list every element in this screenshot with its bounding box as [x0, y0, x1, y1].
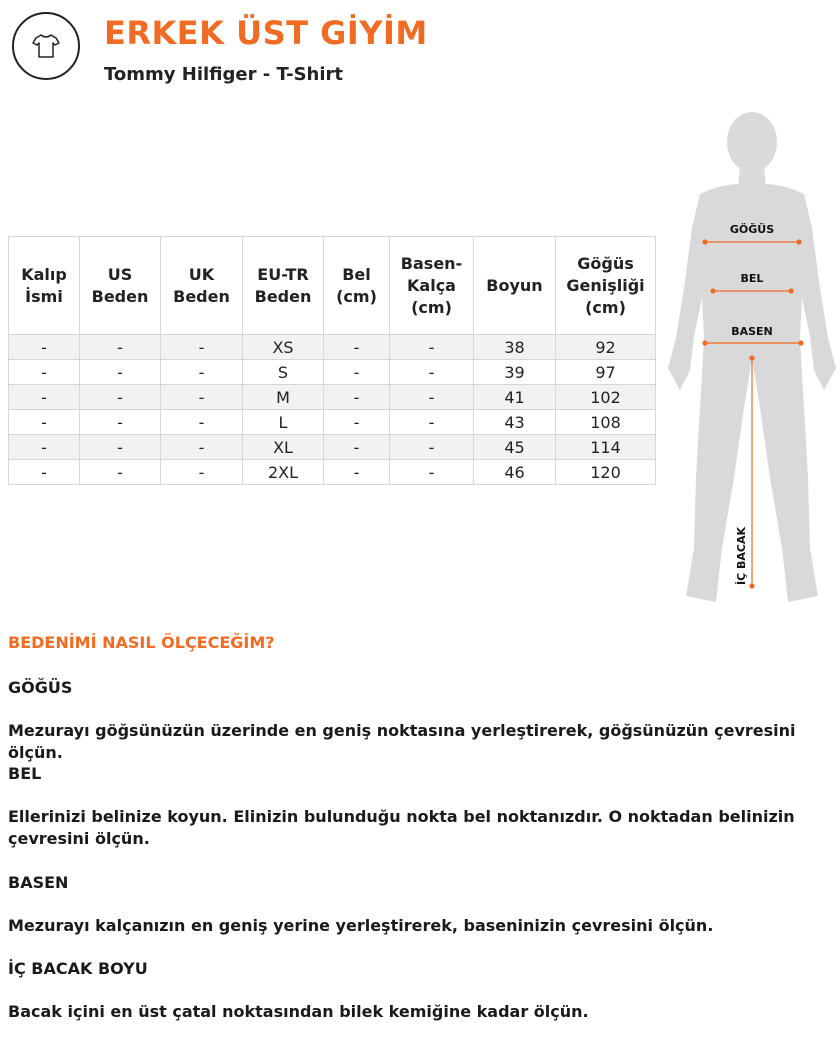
table-row	[9, 435, 656, 460]
table-cell: 45	[474, 435, 556, 460]
size-table	[8, 236, 656, 485]
table-cell: -	[80, 435, 161, 460]
col-header: Bel (cm)	[324, 237, 390, 335]
chest-heading: GÖĞÜS	[8, 678, 73, 697]
table-cell: XS	[243, 335, 324, 360]
col-header: Kalıp İsmi	[9, 237, 80, 335]
table-cell: -	[80, 460, 161, 485]
table-cell: M	[243, 385, 324, 410]
col-header: Boyun	[474, 237, 556, 335]
table-row	[9, 410, 656, 435]
table-cell: -	[324, 385, 390, 410]
hip-label: BASEN	[731, 325, 773, 338]
table-cell: -	[324, 435, 390, 460]
table-cell: -	[9, 460, 80, 485]
table-cell: 92	[556, 335, 656, 360]
table-row	[9, 460, 656, 485]
table-cell: -	[324, 335, 390, 360]
chest-label: GÖĞÜS	[729, 223, 775, 236]
table-cell: -	[9, 435, 80, 460]
table-cell: 39	[474, 360, 556, 385]
table-cell: -	[324, 360, 390, 385]
table-cell: -	[9, 335, 80, 360]
table-cell: 43	[474, 410, 556, 435]
table-cell: -	[161, 460, 243, 485]
hip-heading: BASEN	[8, 873, 69, 892]
table-cell: S	[243, 360, 324, 385]
table-cell: 120	[556, 460, 656, 485]
table-cell: XL	[243, 435, 324, 460]
table-cell: -	[324, 460, 390, 485]
hip-text: Mezurayı kalçanızın en geniş yerine yerleştirerek, baseninizin çevresini ölçün.	[8, 916, 714, 935]
inseam-label: İÇ BACAK	[735, 526, 748, 586]
table-cell: -	[80, 335, 161, 360]
table-cell: 114	[556, 435, 656, 460]
table-cell: 41	[474, 385, 556, 410]
table-cell: -	[161, 385, 243, 410]
table-cell: L	[243, 410, 324, 435]
table-cell: -	[390, 460, 474, 485]
table-cell: -	[390, 335, 474, 360]
table-cell: -	[161, 360, 243, 385]
table-cell: 38	[474, 335, 556, 360]
table-cell: -	[80, 360, 161, 385]
table-cell: -	[161, 410, 243, 435]
table-cell: 108	[556, 410, 656, 435]
table-cell: 102	[556, 385, 656, 410]
col-header: Basen-Kalça (cm)	[390, 237, 474, 335]
table-cell: -	[390, 410, 474, 435]
tshirt-icon	[12, 12, 80, 80]
guide-title: BEDENİMİ NASIL ÖLÇECEĞİM?	[8, 633, 275, 652]
table-cell: -	[390, 385, 474, 410]
body-measurement-figure	[664, 108, 840, 608]
table-cell: -	[9, 385, 80, 410]
table-cell: -	[9, 360, 80, 385]
waist-text: Ellerinizi belinize koyun. Elinizin bulunduğu nokta bel noktanızdır. O noktadan belinizin çevresini ölçün.	[8, 807, 795, 848]
table-cell: -	[80, 410, 161, 435]
table-cell: -	[324, 410, 390, 435]
table-cell: -	[390, 360, 474, 385]
waist-label: BEL	[740, 272, 764, 285]
table-cell: -	[390, 435, 474, 460]
col-header: UK Beden	[161, 237, 243, 335]
col-header: EU-TR Beden	[243, 237, 324, 335]
inseam-heading: İÇ BACAK BOYU	[8, 959, 148, 978]
table-header-row	[9, 237, 656, 335]
page-title: ERKEK ÜST GİYİM	[104, 14, 428, 52]
col-header: Göğüs Genişliği (cm)	[556, 237, 656, 335]
product-subtitle: Tommy Hilfiger - T-Shirt	[104, 64, 344, 85]
table-row	[9, 360, 656, 385]
table-cell: -	[161, 335, 243, 360]
table-cell: -	[161, 435, 243, 460]
page-header	[12, 12, 822, 92]
inseam-text: Bacak içini en üst çatal noktasından bilek kemiğine kadar ölçün.	[8, 1002, 589, 1021]
table-row	[9, 335, 656, 360]
table-cell: -	[9, 410, 80, 435]
chest-text: Mezurayı göğsünüzün üzerinde en geniş noktasına yerleştirerek, göğsünüzün çevresini ölçün.	[8, 721, 796, 762]
table-row	[9, 385, 656, 410]
table-cell: 2XL	[243, 460, 324, 485]
table-cell: -	[80, 385, 161, 410]
table-cell: 46	[474, 460, 556, 485]
waist-heading: BEL	[8, 764, 42, 783]
table-cell: 97	[556, 360, 656, 385]
col-header: US Beden	[80, 237, 161, 335]
